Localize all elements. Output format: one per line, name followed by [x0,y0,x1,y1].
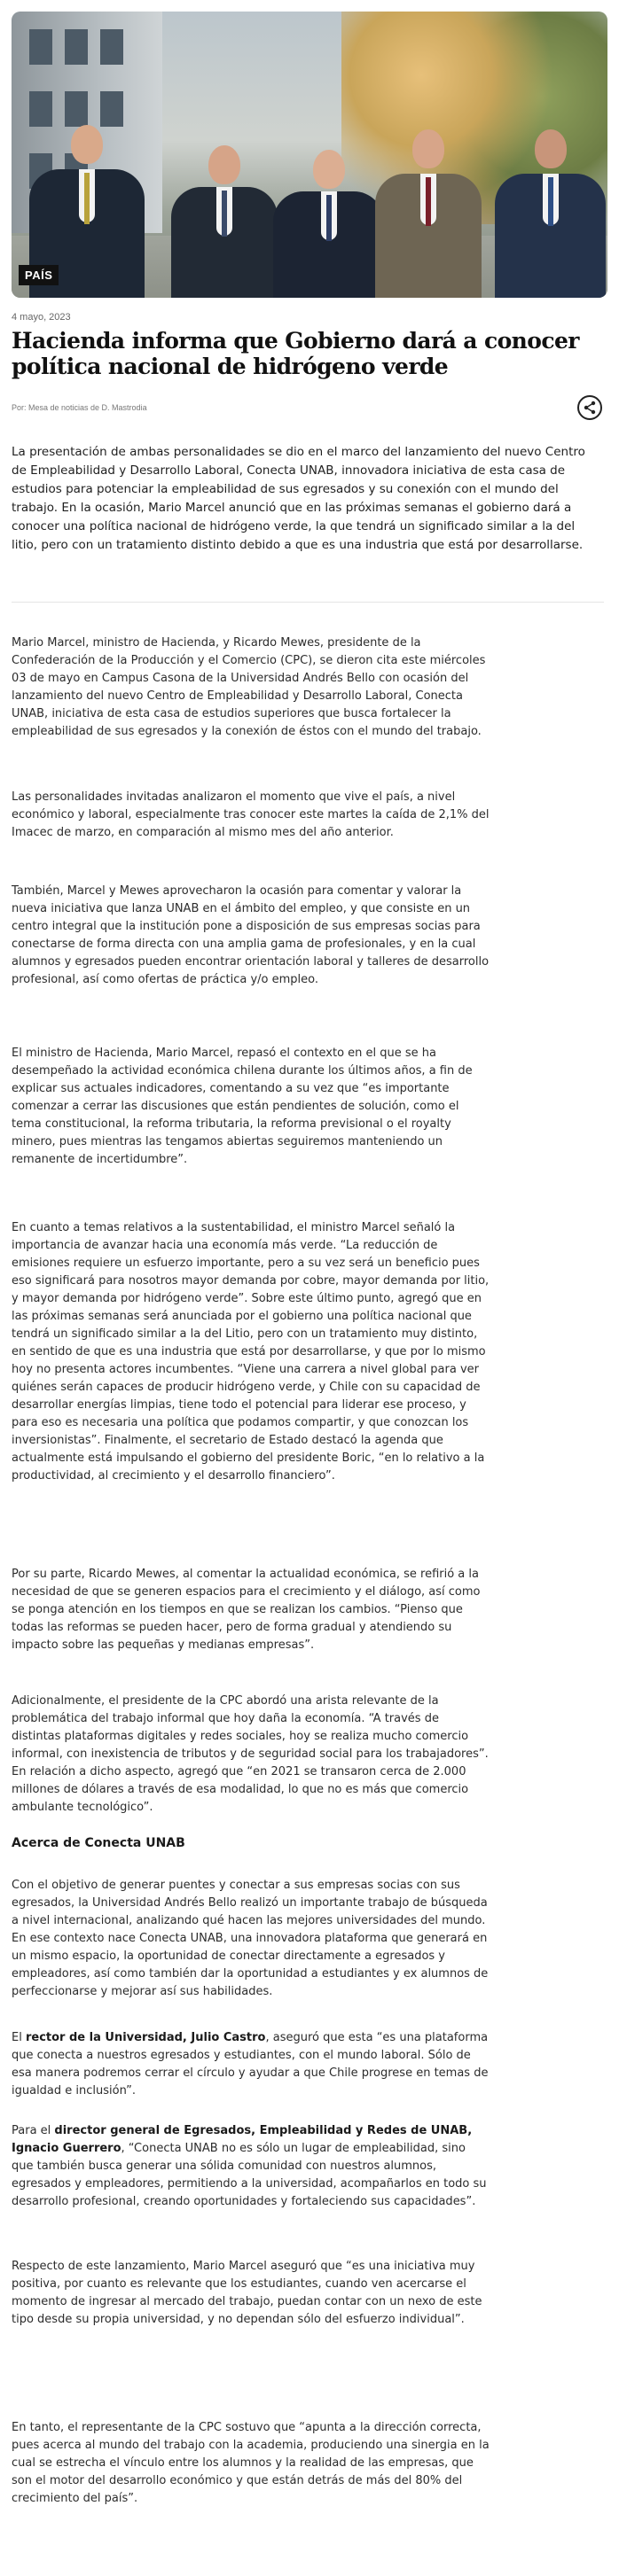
byline: Por: Mesa de noticias de D. Mastrodia [12,403,147,412]
person-4 [375,85,482,298]
article-paragraph: Mario Marcel, ministro de Hacienda, y Ricardo Mewes, presidente de la Confederación de la Producción y el Comercio (CPC), se dieron cita este miércoles 03 de mayo en Campus Casona de la Universidad Andrés Bello con ocasión del lanzamiento del nuevo Centro de Empleabilidad y Desarrollo Laboral, Conecta UNAB, iniciativa de esta casa de estudios superiores que busca fortalecer la empleabilidad de sus egresados y la conexión de éstos con el mundo del trabajo. [12,636,486,738]
article-lead: La presentación de ambas personalidades se dio en el marco del lanzamiento del nuevo Centro de Empleabilidad y Desarrollo Laboral, Conecta UNAB, innovadora iniciativa de esta casa de estudios para potenciar la empleabilidad de sus egresados y su conexión con el mundo del trabajo. En la ocasión, Mario Marcel anunció que en las próximas semanas el gobierno dará a conocer una política nacional de hidrógeno verde, la que tendrá un significado similar a la del litio, pero con un tratamiento distinto debido a que es una industria que está por desarrollarse. [12,445,585,552]
person-5 [495,85,606,298]
director-paragraph: Para el director general de Egresados, Empleabilidad y Redes de UNAB, Ignacio Guerrero, “Conecta UNAB no es sólo un lugar de empleabilidad, sino que también busca generar una sólida comunidad con nuestros alumnos, egresados y empleadores, permitiendo a la universidad, acompañarlos en todo su desarrollo profesional, creando oportunidades y fortaleciendo sus capacidades”. [12,2124,487,2208]
article-title: Hacienda informa que Gobierno dará a conocer política nacional de hidrógeno verde [12,328,579,379]
publish-date: 4 mayo, 2023 [12,312,71,323]
rector-name: rector de la Universidad, Julio Castro [25,2031,266,2044]
section-badge[interactable]: PAÍS [19,265,59,285]
director-name: director general de Egresados, Empleabilidad y Redes de UNAB, Ignacio Guerrero [12,2124,473,2155]
article-paragraph: Las personalidades invitadas analizaron el momento que vive el país, a nivel económico y laboral, especialmente tras conocer este martes la caída de 2,1% del Imacec de marzo, en comparación al mismo mes del año anterior. [12,790,490,839]
hero-photo[interactable] [12,12,607,298]
article-paragraph: El ministro de Hacienda, Mario Marcel, repasó el contexto en el que se ha desempeñado la actividad económica chilena durante los últimos años, a fin de explicar sus actuales indicadores, comentando a su vez que “es importante comenzar a cerrar las discusiones que están pendientes de solución, como el tema constitucional, la reforma tributaria, la reforma previsional o el royalty minero, pues mientras las tengamos abiertas seguiremos manteniendo un remanente de incertidumbre”. [12,1047,473,1166]
article-paragraph: También, Marcel y Mewes aprovecharon la ocasión para comentar y valorar la nueva iniciativa que lanza UNAB en el ámbito del empleo, y que consiste en un centro integral que la institución pone a disposición de sus empresas socias para conectarse de forma directa con una amplia gama de profesionales, y en la cual alumnos y egresados pueden encontrar orientación laboral y talleres de desarrollo profesional, así como ofertas de práctica y/o empleo. [12,884,490,986]
share-button[interactable] [577,395,602,420]
article-paragraph: Adicionalmente, el presidente de la CPC abordó una arista relevante de la problemática del trabajo informal que hoy daña la economía. “A través de distintas plataformas digitales y redes sociales, hoy se realiza mucho comercio informal, con inexistencia de tributos y de seguridad social para los trabajadores”. En relación a dicho aspecto, agregó que “en 2021 se transaron cerca de 2.000 millones de dólares a través de esa modalidad, lo que no es más que comercio ambulante tecnológico”. [12,1694,489,1814]
article-paragraph: Con el objetivo de generar puentes y conectar a sus empresas socias con sus egresados, la Universidad Andrés Bello realizó un importante trabajo de búsqueda a nivel internacional, analizando qué hacen las mejores universidades del mundo. En ese contexto nace Conecta UNAB, una innovadora plataforma que generará en un mismo espacio, la oportunidad de conectar directamente a egresados y empleadores, así como también dar la oportunidad a estudiantes y ex alumnos de perfeccionarse y mejorar así sus habilidades. [12,1879,489,1998]
rector-paragraph: El rector de la Universidad, Julio Castro, aseguró que esta “es una plataforma que conecta a nuestros egresados y estudiantes, con el mundo laboral. Sólo de esa manera podremos cerrar el círculo y ayudar a que Chile progrese en temas de igualdad e inclusión”. [12,2031,489,2097]
person-2 [171,94,278,298]
article-paragraph: En tanto, el representante de la CPC sostuvo que “apunta a la dirección correcta, pues acerca al mundo del trabajo con la academia, produciendo una sinergia en la cual se estrecha el vínculo entre los alumnos y la realidad de las empresas, que son el motor del desarrollo económico y que están detrás de más del 80% del crecimiento del país”. [12,2421,490,2505]
person-3 [273,98,384,298]
share-icon [583,401,597,415]
article-paragraph: En cuanto a temas relativos a la sustentabilidad, el ministro Marcel señaló la importancia de avanzar hacia una economía más verde. “La reducción de emisiones requiere un esfuerzo importante, pero a su vez será un beneficio pues eso significará para nosotros mayor demanda por cobre, mayor demanda por litio, y mayor demanda por hidrógeno verde”. Sobre este último punto, agregó que en las próximas semanas será anunciada por el gobierno una política nacional que tendrá un significado similar a la del Litio, pero con un tratamiento muy distinto, en sentido de que es una industria que está por desarrollarse, y que por lo mismo hoy no presenta actores incumbentes. “Viene una carrera a nivel global para ver quiénes serán capaces de producir hidrógeno verde, y Chile con su capacidad de desarrollar energías limpias, tiene todo el potencial para liderar ese proceso, y para eso es necesaria una política que podamos compartir, y que conozcan los inversionistas”. Finalmente, el secretario de Estado destacó la agenda que actualmente está impulsando el gobierno del presidente Boric, “en lo relativo a la productividad, al crecimiento y el desarrollo financiero”. [12,1221,490,1483]
divider [12,602,604,603]
article-paragraph: Respecto de este lanzamiento, Mario Marcel aseguró que “es una iniciativa muy positiva, por cuanto es relevante que los estudiantes, cuando ven acercarse el momento de ingresar al mercado del trabajo, puedan contar con un nexo de este tipo desde su propia universidad, y no dependan sólo del esfuerzo individual”. [12,2260,482,2326]
article-paragraph: Por su parte, Ricardo Mewes, al comentar la actualidad económica, se refirió a la necesidad de que se generen espacios para el crecimiento y el diálogo, así como se ponga atención en los tiempos en que se realizan los cambios. “Pienso que todas las reformas se pueden hacer, pero de forma gradual y atendiendo su impacto sobre las pequeñas y medianas empresas”. [12,1568,481,1652]
section-heading: Acerca de Conecta UNAB [12,1836,185,1850]
